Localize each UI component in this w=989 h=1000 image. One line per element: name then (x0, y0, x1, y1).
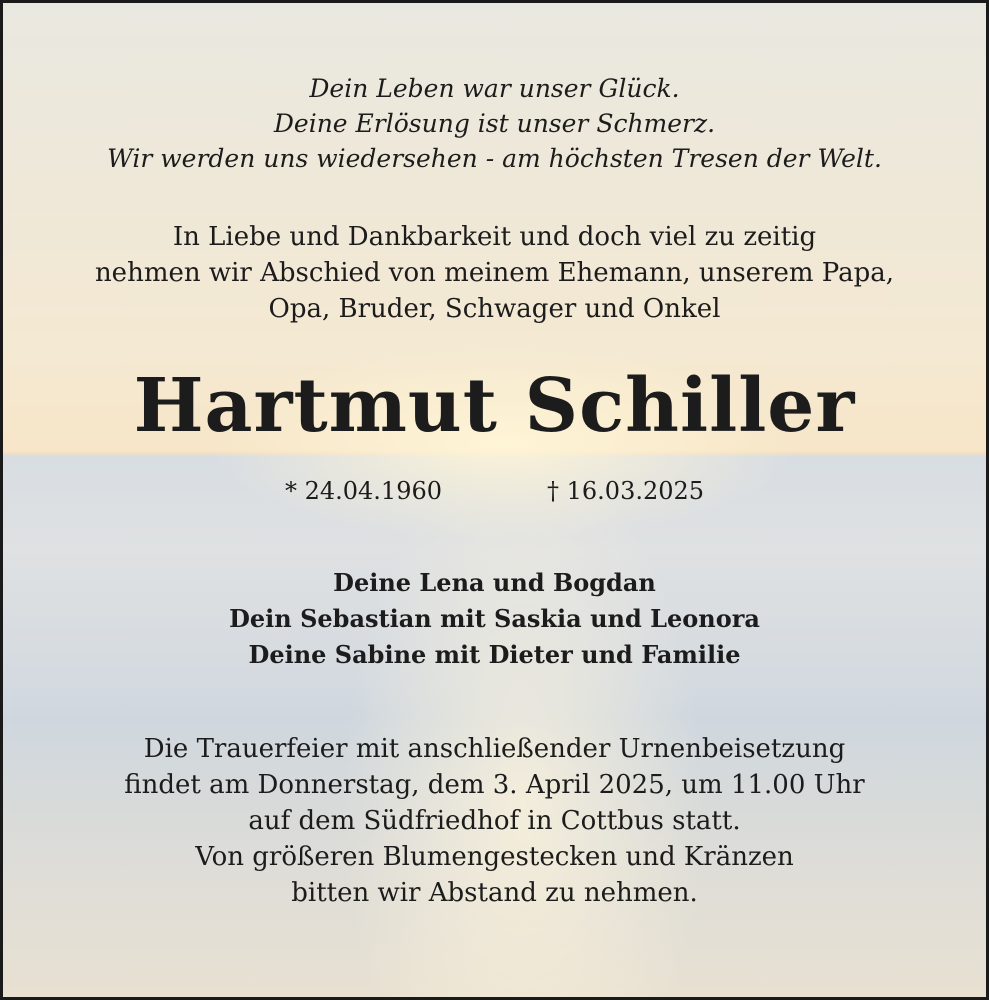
mourners (3, 565, 986, 673)
notice-line: auf dem Südfriedhof in Cottbus statt. (248, 806, 741, 836)
funeral-notice (3, 731, 986, 911)
intro-line: nehmen wir Abschied von meinem Ehemann, unserem Papa, (94, 258, 895, 288)
motto-line: Dein Leben war unser Glück. (309, 74, 680, 103)
motto (3, 71, 986, 176)
notice-line: bitten wir Abstand zu nehmen. (291, 878, 698, 908)
intro (3, 219, 986, 327)
mourner-line: Dein Sebastian mit Saskia und Leonora (229, 604, 760, 633)
motto-line: Deine Erlösung ist unser Schmerz. (273, 109, 716, 138)
birth-date: * 24.04.1960 (284, 477, 442, 505)
notice-line: findet am Donnerstag, dem 3. April 2025, um 11.00 Uhr (124, 770, 865, 800)
mourner-line: Deine Sabine mit Dieter und Familie (248, 640, 741, 669)
intro-line: In Liebe und Dankbarkeit und doch viel zu zeitig (172, 222, 817, 252)
notice-line: Von größeren Blumengestecken und Kränzen (195, 842, 794, 872)
death-date: † 16.03.2025 (547, 477, 705, 505)
dates (3, 477, 986, 505)
deceased-name: Hartmut Schiller (133, 363, 856, 449)
motto-line: Wir werden uns wiedersehen - am höchsten Tresen der Welt. (107, 144, 882, 173)
mourner-line: Deine Lena und Bogdan (333, 568, 656, 597)
intro-line: Opa, Bruder, Schwager und Onkel (268, 294, 721, 324)
notice-line: Die Trauerfeier mit anschließender Urnenbeisetzung (143, 734, 846, 764)
